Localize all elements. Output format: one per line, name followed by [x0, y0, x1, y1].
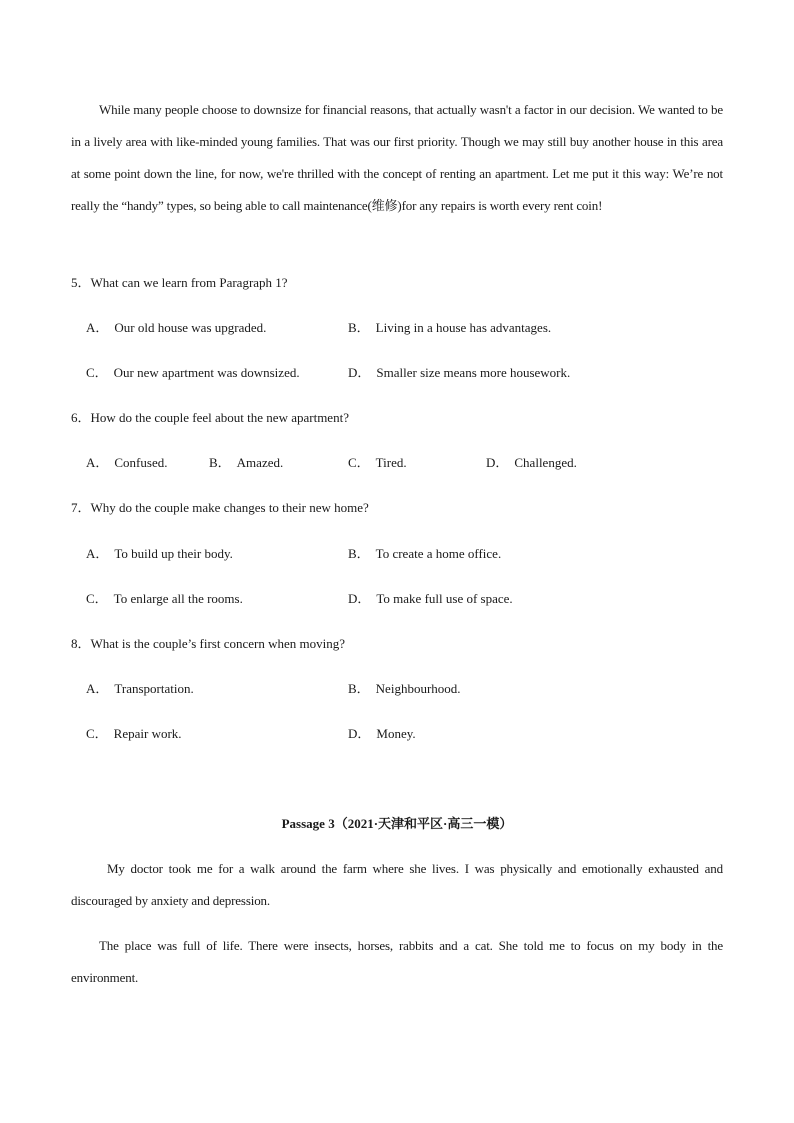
- option-text: Our old house was upgraded.: [114, 320, 267, 335]
- option-text: To make full use of space.: [376, 591, 513, 606]
- option-letter: C．: [348, 455, 370, 470]
- question-8-option-c: [86, 725, 182, 743]
- option-letter: C．: [86, 365, 108, 380]
- option-text: Repair work.: [113, 726, 182, 741]
- option-letter: B．: [348, 681, 370, 696]
- option-text: Smaller size means more housework.: [376, 365, 571, 380]
- option-letter: B．: [209, 455, 231, 470]
- passage2-paragraph: [71, 94, 723, 222]
- option-letter: D．: [348, 591, 371, 606]
- question-6-option-d: [486, 454, 577, 472]
- option-letter: D．: [486, 455, 509, 470]
- question-8-option-b: [348, 680, 461, 698]
- option-letter: C．: [86, 591, 108, 606]
- question-6-option-c: [348, 454, 407, 472]
- question-5-stem: 5．What can we learn from Paragraph 1?: [71, 275, 288, 290]
- question-7-option-c: [86, 590, 243, 608]
- paragraph-text: While many people choose to downsize for financial reasons, that actually wasn't a factor in our decision. We wanted to be in a lively area with like-minded young families. That was our first priority. Though we may still buy another house in this area at some point down the line, for now, we're thrilled with the concept of renting an apartment. Let me put it this way: We’re not really the “handy” types, so being able to call maintenance(维修)for any repairs is worth every rent coin!: [71, 102, 723, 213]
- question-6-option-b: [209, 454, 283, 472]
- question-5-option-d: [348, 364, 570, 382]
- option-letter: B．: [348, 320, 370, 335]
- option-text: Neighbourhood.: [375, 681, 461, 696]
- question-5-option-b: [348, 319, 551, 337]
- passage3-heading: Passage 3（2021·天津和平区·高三一模）: [281, 816, 513, 831]
- option-letter: A．: [86, 455, 109, 470]
- option-text: Amazed.: [236, 455, 284, 470]
- question-7-option-a: [86, 545, 233, 563]
- question-8-stem: 8．What is the couple’s first concern when moving?: [71, 636, 346, 651]
- option-text: Transportation.: [114, 681, 194, 696]
- paragraph-text: The place was full of life. There were insects, horses, rabbits and a cat. She told me to focus on my body in the environment.: [71, 938, 723, 985]
- option-text: Challenged.: [514, 455, 577, 470]
- option-letter: A．: [86, 320, 109, 335]
- option-text: To create a home office.: [375, 546, 502, 561]
- option-text: Tired.: [375, 455, 407, 470]
- option-letter: D．: [348, 726, 371, 741]
- option-letter: A．: [86, 681, 109, 696]
- question-6-stem: 6．How do the couple feel about the new apartment?: [71, 410, 349, 425]
- question-6-option-a: [86, 454, 167, 472]
- option-text: To enlarge all the rooms.: [113, 591, 243, 606]
- option-letter: C．: [86, 726, 108, 741]
- option-text: Confused.: [114, 455, 168, 470]
- question-7-option-d: [348, 590, 513, 608]
- option-text: Living in a house has advantages.: [375, 320, 552, 335]
- option-letter: D．: [348, 365, 371, 380]
- question-7-option-b: [348, 545, 501, 563]
- option-letter: B．: [348, 546, 370, 561]
- passage3-paragraph-1: [71, 853, 723, 917]
- option-text: To build up their body.: [114, 546, 233, 561]
- option-text: Our new apartment was downsized.: [113, 365, 300, 380]
- question-8-option-d: [348, 725, 416, 743]
- question-5-option-a: [86, 319, 266, 337]
- question-7-stem: 7．Why do the couple make changes to their new home?: [71, 500, 369, 515]
- passage3-paragraph-2: [71, 930, 723, 994]
- paragraph-text: My doctor took me for a walk around the farm where she lives. I was physically and emotionally exhausted and discouraged by anxiety and depression.: [71, 861, 723, 908]
- question-8-option-a: [86, 680, 194, 698]
- option-text: Money.: [376, 726, 416, 741]
- option-letter: A．: [86, 546, 109, 561]
- question-5-option-c: [86, 364, 300, 382]
